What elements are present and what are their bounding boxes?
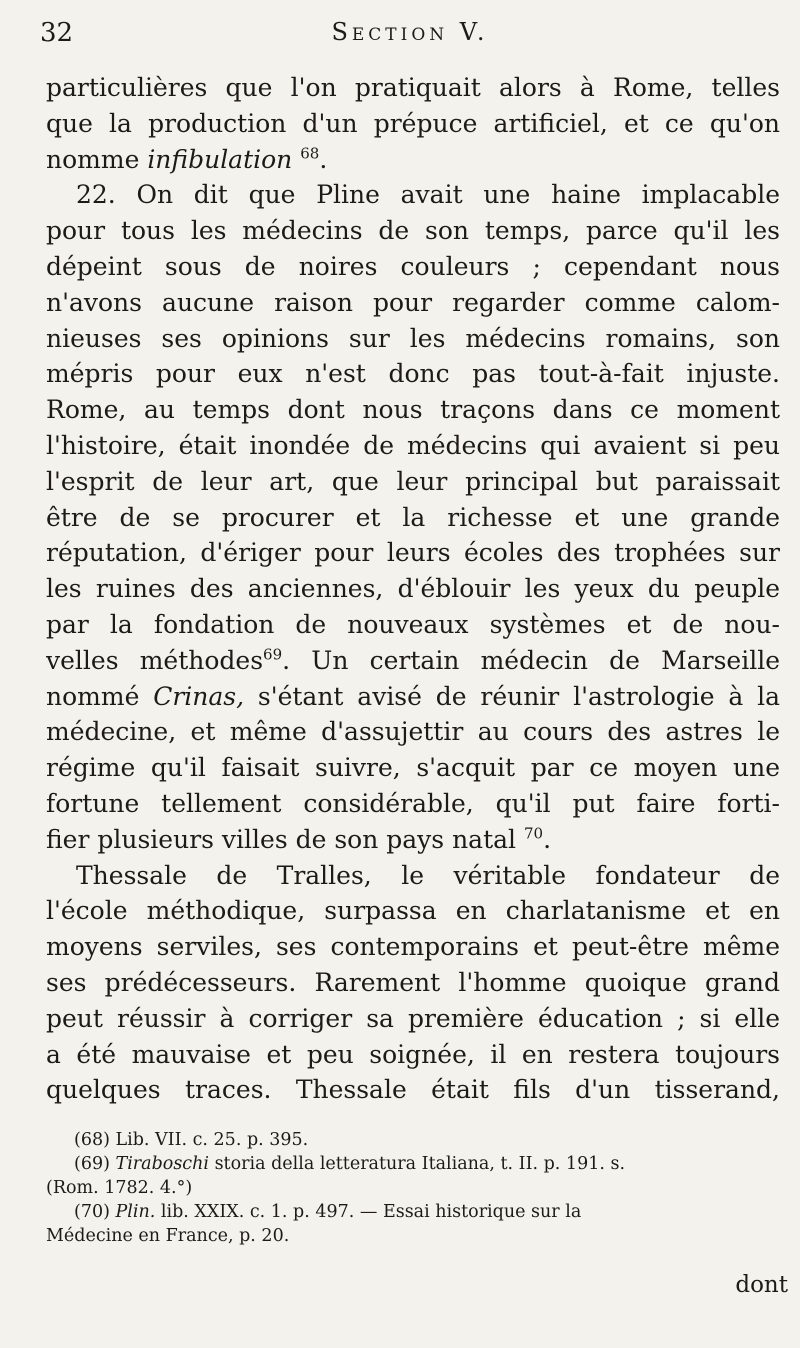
text-line: nommé Crinas, s'étant avisé de réunir l'astrologie à la	[46, 681, 780, 711]
text-line: fortune tellement considérable, qu'il put faire forti-	[46, 788, 780, 818]
footnote: Médecine en France, p. 20.	[46, 1226, 290, 1246]
italic-term: infibulation	[147, 144, 293, 174]
text-line: nomme infibulation $^{68}$.	[46, 144, 328, 174]
text-line: particulières que l'on pratiquait alors à Rome, telles	[46, 73, 780, 102]
footnote-ref: 69	[263, 645, 283, 664]
text-line: a été mauvaise et peu soignée, il en restera toujours	[46, 1039, 780, 1069]
text-line: fier plusieurs villes de son pays natal $^{70}$.	[46, 824, 552, 854]
page-header	[40, 18, 780, 58]
footnote: (70) Plin. lib. XXIX. c. 1. p. 497. — Essai historique sur la	[74, 1202, 582, 1222]
text-line: Thessale de Tralles, le véritable fondateur de	[76, 860, 780, 890]
text-line: dépeint sous de noires couleurs ; cependant nous	[46, 251, 780, 281]
text-line: moyens serviles, ses contemporains et peut-être même	[46, 932, 780, 962]
text-line: par la fondation de nouveaux systèmes et de nou-	[46, 609, 780, 639]
footnote-ref: 68	[300, 144, 320, 163]
text-line: Rome, au temps dont nous traçons dans ce moment	[46, 395, 780, 425]
footnote-ref: 70	[524, 824, 544, 843]
text-line: mépris pour eux n'est donc pas tout-à-fait injuste.	[46, 359, 780, 389]
footnote: (Rom. 1782. 4.°)	[46, 1178, 193, 1198]
italic-name: Crinas,	[153, 681, 245, 711]
text-line: n'avons aucune raison pour regarder comme calom-	[46, 287, 780, 317]
text-line: médecine, et même d'assujettir au cours des astres le	[46, 717, 780, 747]
text-line: nieuses ses opinions sur les médecins romains, son	[46, 323, 780, 353]
catchword: dont	[735, 1272, 788, 1298]
text-line: l'école méthodique, surpassa en charlatanisme et en	[46, 896, 780, 926]
text-line: 22. On dit que Pline avait une haine implacable	[76, 180, 780, 210]
text-line: l'histoire, était inondée de médecins qui avaient si peu	[46, 430, 780, 460]
text-line: peut réussir à corriger sa première éducation ; si elle	[46, 1003, 780, 1033]
running-head: Section V.	[331, 18, 489, 46]
text-line: quelques traces. Thessale était fils d'un tisserand,	[46, 1075, 780, 1105]
text-line: l'esprit de leur art, que leur principal but paraissait	[46, 466, 780, 496]
text-line: que la production d'un prépuce artificiel, et ce qu'on	[46, 108, 780, 138]
footnote: (69) Tiraboschi storia della letteratura Italiana, t. II. p. 191. s.	[74, 1154, 626, 1174]
footnotes	[46, 1128, 786, 1248]
text-line: réputation, d'ériger pour leurs écoles des trophées sur	[46, 538, 780, 568]
text-line: les ruines des anciennes, d'éblouir les yeux du peuple	[46, 574, 780, 604]
text-line: ses prédécesseurs. Rarement l'homme quoique grand	[46, 967, 780, 997]
text-line: pour tous les médecins de son temps, parce qu'il les	[46, 216, 780, 246]
text-line: régime qu'il faisait suivre, s'acquit par ce moyen une	[46, 753, 780, 783]
footnote: (68) Lib. VII. c. 25. p. 395.	[74, 1130, 309, 1150]
text-line: velles méthodes$^{69}$. Un certain médecin de Marseille	[46, 645, 780, 675]
text-line: être de se procurer et la richesse et une grande	[46, 502, 780, 532]
page-number: 32	[40, 18, 74, 48]
body-text	[46, 70, 780, 1108]
